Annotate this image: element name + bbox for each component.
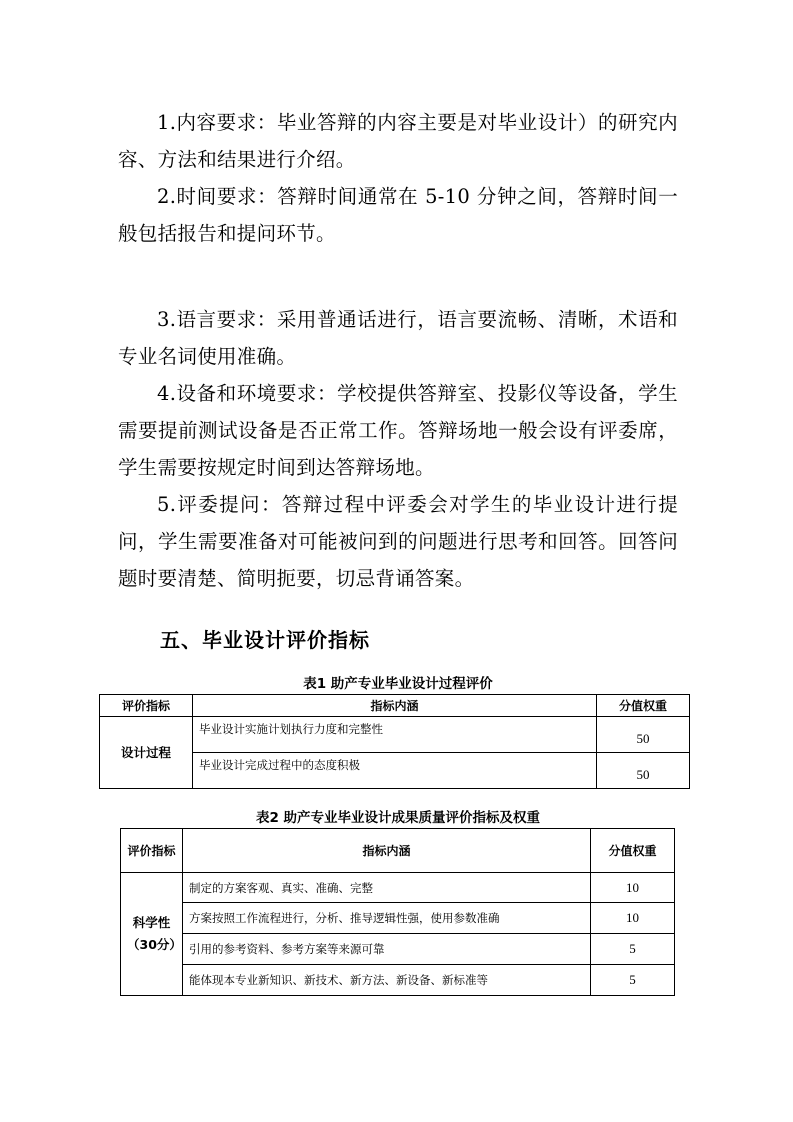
indicator-text: 制定的方案客观、真实、准确、完整	[183, 873, 591, 903]
header-connotation: 指标内涵	[183, 829, 591, 873]
table-header-row	[100, 695, 690, 717]
indicator-text: 方案按照工作流程进行，分析、推导逻辑性强，使用参数准确	[183, 903, 591, 934]
header-indicator: 评价指标	[121, 829, 183, 873]
header-weight: 分值权重	[597, 695, 690, 717]
category-name: 科学性	[132, 915, 171, 930]
indicator-score: 50	[597, 717, 690, 753]
table-row	[121, 903, 675, 934]
section-heading: 五、毕业设计评价指标	[160, 628, 370, 652]
category-cell	[121, 873, 183, 996]
indicator-score: 5	[591, 934, 675, 965]
table-row	[121, 934, 675, 965]
indicator-text: 毕业设计完成过程中的态度积极	[193, 753, 597, 789]
table-row	[121, 873, 675, 903]
category-points: （30分）	[127, 937, 182, 952]
category-cell: 设计过程	[100, 717, 193, 789]
process-evaluation-table	[99, 694, 690, 789]
paragraph-time-requirement: 2.时间要求：答辩时间通常在 5-10 分钟之间，答辩时间一般包括报告和提问环节。	[118, 185, 678, 245]
indicator-score: 50	[597, 753, 690, 789]
header-connotation: 指标内涵	[193, 695, 597, 717]
table-row	[121, 965, 675, 996]
table1-caption: 表1 助产专业毕业设计过程评价	[303, 676, 493, 692]
paragraph-language-requirement: 3.语言要求：采用普通话进行，语言要流畅、清晰，术语和专业名词使用准确。	[118, 308, 678, 368]
indicator-score: 10	[591, 903, 675, 934]
paragraph-judge-questions: 5.评委提问：答辩过程中评委会对学生的毕业设计进行提问，学生需要准备对可能被问到的问题进行思考和回答。回答问题时要清楚、简明扼要，切忌背诵答案。	[118, 493, 678, 590]
indicator-text: 引用的参考资料、参考方案等来源可靠	[183, 934, 591, 965]
table-header-row	[121, 829, 675, 873]
paragraph-content-requirement: 1.内容要求：毕业答辩的内容主要是对毕业设计）的研究内容、方法和结果进行介绍。	[118, 111, 678, 171]
indicator-text: 毕业设计实施计划执行力度和完整性	[193, 717, 597, 753]
paragraph-equipment-requirement: 4.设备和环境要求：学校提供答辩室、投影仪等设备，学生需要提前测试设备是否正常工作。答辩场地一般会设有评委席，学生需要按规定时间到达答辩场地。	[118, 382, 678, 479]
quality-evaluation-table	[120, 828, 675, 996]
indicator-score: 5	[591, 965, 675, 996]
table2-caption: 表2 助产专业毕业设计成果质量评价指标及权重	[255, 810, 541, 826]
indicator-text: 能体现本专业新知识、新技术、新方法、新设备、新标准等	[183, 965, 591, 996]
header-indicator: 评价指标	[100, 695, 193, 717]
header-weight: 分值权重	[591, 829, 675, 873]
table-row	[100, 717, 690, 753]
indicator-score: 10	[591, 873, 675, 903]
